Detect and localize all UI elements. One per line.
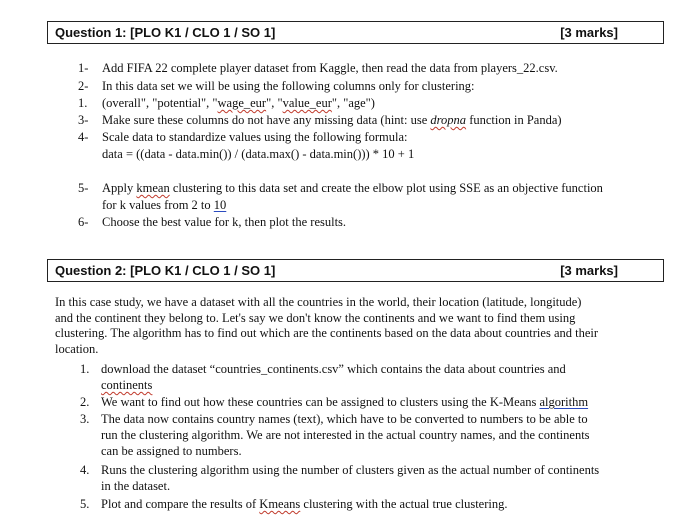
spellcheck-word: kmean [136,181,170,195]
item-number: 5. [80,497,90,511]
item-text: The data now contains country names (text), which have to be converted to numbers to be able to [101,412,588,426]
underlined-word: algorithm [539,395,589,409]
item-number: 4- [78,130,89,144]
item-text: We want to find out how these countries can be assigned to clusters using the K-Means algorithm [101,395,589,409]
item-text: (overall", "potential", "wage_eur", "value_eur", "age") [102,96,375,110]
item-number: 1. [80,362,90,376]
question-2-marks: [3 marks] [560,263,618,278]
item-text: Plot and compare the results of Kmeans clustering with the actual true clustering. [101,497,508,511]
item-text-continued: for k values from 2 to 10 [102,198,227,212]
intro-line: location. [55,341,99,356]
item-text: In this data set we will be using the following columns only for clustering: [102,79,475,93]
item-text: Runs the clustering algorithm using the number of clusters given as the actual number of continents [101,463,600,477]
intro-line: In this case study, we have a dataset with all the countries in the world, their location (latitude, longitude) [55,295,582,309]
spellcheck-word: value_eur [282,96,332,110]
item-number: 3. [80,412,90,426]
item-text: Make sure these columns do not have any missing data (hint: use dropna function in Panda) [102,113,562,127]
formula-text: data = ((data - data.min()) / (data.max() - data.min())) * 10 + 1 [102,147,415,161]
underlined-word: 10 [213,198,227,212]
item-text-continued: in the dataset. [101,479,171,493]
item-number: 1. [78,96,88,110]
intro-line: clustering. The algorithm has to find out which are the continents based on the data about countries and their [55,326,599,340]
item-text: Add FIFA 22 complete player dataset from Kaggle, then read the data from players_22.csv. [102,61,558,75]
item-number: 1- [78,61,89,75]
item-text-continued: continents [101,378,153,392]
item-text: Choose the best value for k, then plot the results. [102,215,347,229]
item-number: 2. [80,395,90,409]
item-number: 2- [78,79,89,93]
question-2-header [47,259,664,282]
intro-line: and the continent they belong to. Let's say we don't know the continents and we want to find them using [55,310,576,325]
question-1-marks: [3 marks] [560,25,618,40]
item-text-continued: run the clustering algorithm. We are not interested in the actual country names, and the continents [101,428,590,442]
item-text: Scale data to standardize values using the following formula: [102,130,408,144]
question-2-title: Question 2: [PLO K1 / CLO 1 / SO 1] [55,263,276,278]
question-1-title: Question 1: [PLO K1 / CLO 1 / SO 1] [55,25,276,40]
spellcheck-word: wage_eur [217,96,267,110]
item-number: 4. [80,463,90,477]
spellcheck-word: Kmeans [259,497,301,511]
item-text: Apply kmean clustering to this data set and create the elbow plot using SSE as an objective function [102,181,603,195]
item-text: download the dataset “countries_continents.csv” which contains the data about countries and [101,362,566,376]
question-1-header [47,21,664,44]
item-number: 5- [78,181,89,195]
question-2-intro [55,295,675,357]
item-number: 6- [78,215,89,229]
spellcheck-word: dropna [430,113,467,127]
item-text-continued: can be assigned to numbers. [101,444,242,458]
item-number: 3- [78,113,89,127]
